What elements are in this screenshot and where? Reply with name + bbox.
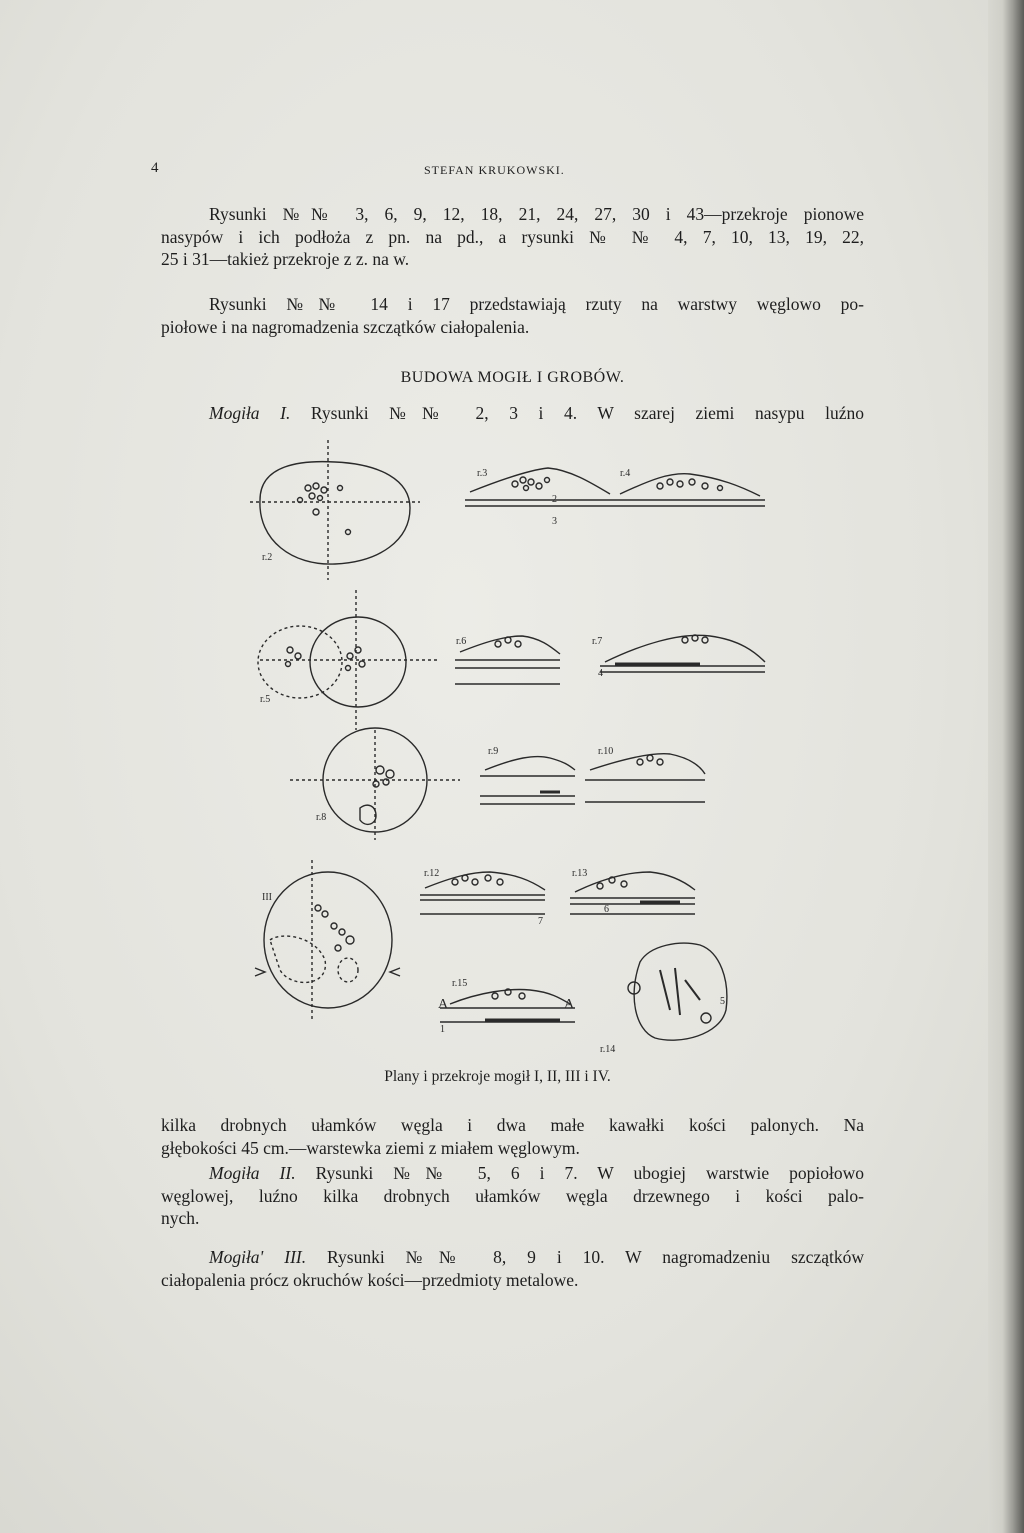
section-heading: BUDOWA MOGIŁ I GROBÓW. — [400, 369, 625, 386]
plan-r14-drawing — [628, 943, 727, 1040]
mogila-1-text: Rysunki №№ 2, 3 i 4. W szarej ziemi nasypu luźno — [290, 403, 864, 423]
fig-label: r.5 — [260, 694, 271, 705]
mogila-1-paragraph — [161, 402, 864, 425]
mogila-2-text: Rysunki №№ 5, 6 i 7. W ubogiej warstwie popiołowo — [295, 1163, 864, 1183]
section-r13-drawing — [570, 872, 695, 914]
intro-paragraph-1 — [161, 203, 864, 271]
mogila-3-text: Rysunki №№ 8, 9 i 10. W nagromadzeniu szczątków — [306, 1247, 864, 1267]
mogila-3-title: Mogiła' III. — [209, 1247, 307, 1267]
fig-label: r.13 — [572, 868, 588, 879]
text-line — [161, 402, 864, 425]
plan-r8-drawing — [290, 728, 460, 840]
fig-label: r.10 — [598, 746, 614, 757]
fig-label: 2 — [552, 494, 557, 505]
text-line — [161, 1246, 864, 1269]
page-binding-shadow — [988, 0, 1024, 1533]
text-line: nych. — [161, 1208, 200, 1229]
text-line — [161, 1162, 864, 1185]
fig-label: A — [438, 997, 449, 1012]
section-r10-drawing — [585, 754, 705, 802]
fig-label: 4 — [598, 668, 603, 679]
intro-paragraph-2 — [161, 293, 864, 338]
section-r7-drawing — [600, 635, 765, 672]
running-head: STEFAN KRUKOWSKI. — [424, 163, 565, 177]
plan-r2-drawing — [250, 440, 420, 580]
text-line: kilka drobnych ułamków węgla i dwa małe kawałki kości palonych. Na — [161, 1115, 864, 1135]
fig-label: 5 — [720, 996, 725, 1007]
fig-label: r.15 — [452, 978, 468, 989]
fig-label: III — [262, 892, 272, 903]
fig-label: r.9 — [488, 746, 499, 757]
fig-label: 6 — [604, 904, 609, 915]
section-r3-drawing — [465, 468, 615, 506]
fig-label: r.12 — [424, 868, 440, 879]
text-line: węglowej, luźno kilka drobnych ułamków węgla drzewnego i kości palo- — [161, 1185, 864, 1206]
text-line: głębokości 45 cm.—warstewka ziemi z miałem węglowym. — [161, 1137, 580, 1158]
fig-label: r.2 — [262, 552, 273, 563]
plan-r5-drawing — [258, 590, 440, 730]
plan-lower-drawing — [255, 860, 400, 1020]
fig-label: r.4 — [620, 468, 631, 479]
fig-label: 1 — [440, 1024, 445, 1035]
fig-label: r.7 — [592, 636, 603, 647]
mogila-2-paragraph — [161, 1162, 864, 1230]
section-r9-drawing — [480, 757, 575, 805]
mogila-2-title: Mogiła II. — [209, 1163, 296, 1183]
text-line: nasypów i ich podłoża z pn. na pd., a rysunki № № 4, 7, 10, 13, 19, 22, — [161, 226, 864, 247]
fig-label: r.14 — [600, 1044, 616, 1055]
mogila-1-continuation — [161, 1114, 864, 1159]
fig-label: 3 — [552, 516, 557, 527]
text-line: piołowe i na nagromadzenia szczątków ciałopalenia. — [161, 316, 530, 337]
section-r6-drawing — [455, 636, 560, 684]
plans-and-sections-figure — [230, 440, 790, 1060]
fig-label: r.6 — [456, 636, 467, 647]
fig-label: A — [564, 997, 575, 1012]
page-number: 4 — [151, 160, 159, 176]
figure-caption: Plany i przekroje mogił I, II, III i IV. — [384, 1068, 611, 1085]
text-line: Rysunki №№ 14 i 17 przedstawiają rzuty na warstwy węglowo po- — [209, 294, 864, 314]
fig-label: 7 — [538, 916, 543, 927]
section-r15-drawing — [440, 989, 575, 1022]
fig-label: r.3 — [477, 468, 488, 479]
text-line: 25 i 31—takież przekroje z z. na w. — [161, 249, 410, 270]
mogila-1-title: Mogiła I. — [209, 403, 291, 423]
text-line: ciałopalenia prócz okruchów kości—przedmioty metalowe. — [161, 1269, 579, 1290]
fig-label: r.8 — [316, 812, 327, 823]
text-line: Rysunki №№ 3, 6, 9, 12, 18, 21, 24, 27, 30 i 43—przekroje pionowe — [209, 204, 864, 224]
mogila-3-paragraph — [161, 1246, 864, 1291]
section-r4-drawing — [615, 474, 765, 506]
